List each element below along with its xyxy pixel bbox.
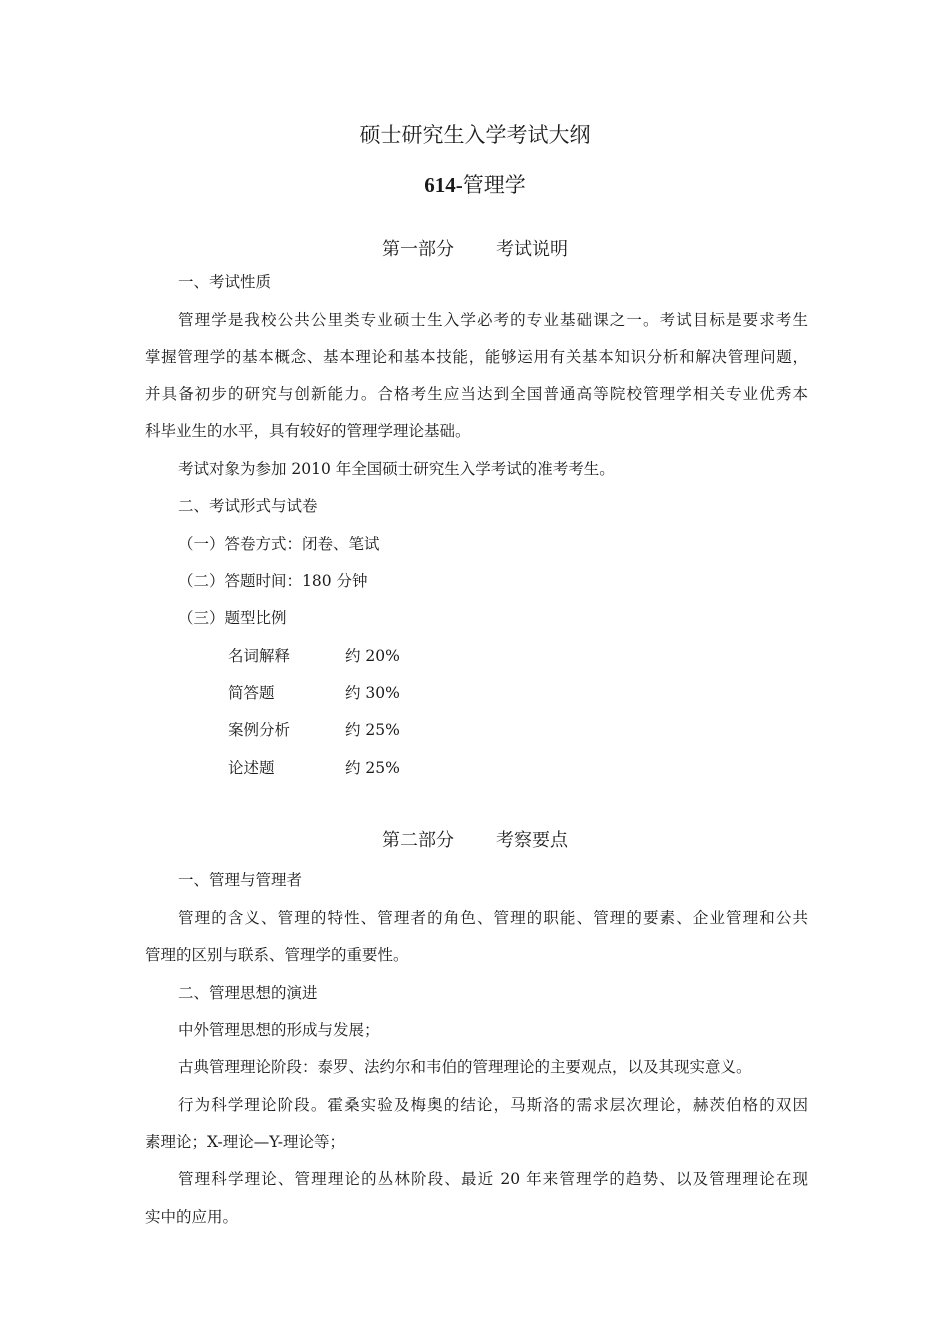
subject-title: [0, 175, 950, 196]
part2-name: 考察要点: [496, 830, 568, 851]
part1-section2-item: （一）答卷方式：闭卷、笔试: [178, 535, 380, 553]
part1-section1-line: 科毕业生的水平，具有较好的管理学理论基础。: [145, 422, 471, 440]
part1-section2-heading: 二、考试形式与试卷: [178, 497, 318, 515]
part2-section2-heading: 二、管理思想的演进: [178, 984, 318, 1002]
subject-code: 614-: [424, 173, 463, 197]
part2-section1-line: 管理的区别与联系、管理学的重要性。: [145, 946, 409, 964]
ratio-name: 简答题: [228, 684, 275, 702]
part2-section2-paragraph: 古典管理理论阶段：泰罗、法约尔和韦伯的管理理论的主要观点，以及其现实意义。: [178, 1058, 752, 1076]
part1-section2-item: （二）答题时间：180 分钟: [178, 572, 368, 590]
part2-section2-paragraph: 中外管理思想的形成与发展；: [178, 1021, 380, 1039]
part2-section2-line: 行为科学理论阶段。霍桑实验及梅奥的结论，马斯洛的需求层次理论，赫茨伯格的双因: [178, 1096, 808, 1114]
ratio-value: 约 25%: [345, 759, 400, 777]
part2-section2-line: 实中的应用。: [145, 1208, 239, 1226]
part2-heading: [0, 832, 950, 850]
part1-section1-line: 并具备初步的研究与创新能力。合格考生应当达到全国普通高等院校管理学相关专业优秀本: [145, 385, 808, 403]
ratio-name: 名词解释: [228, 647, 291, 665]
ratio-value: 约 20%: [345, 647, 400, 665]
part1-name: 考试说明: [496, 239, 568, 260]
part1-section1-heading: 一、考试性质: [178, 273, 272, 291]
document-title: 硕士研究生入学考试大纲: [359, 123, 591, 147]
part2-section2-line: 管理科学理论、管理理论的丛林阶段、最近 20 年来管理学的趋势、以及管理理论在现: [178, 1170, 808, 1188]
ratio-value: 约 25%: [345, 721, 400, 739]
part1-section1-target: 考试对象为参加 2010 年全国硕士研究生入学考试的准考考生。: [178, 460, 615, 478]
part2-label: 第二部分: [382, 830, 454, 851]
part1-label: 第一部分: [382, 239, 454, 260]
part2-section1-heading: 一、管理与管理者: [178, 871, 303, 889]
part1-heading: [0, 241, 950, 259]
subject-name: 管理学: [462, 173, 526, 197]
part1-section1-line: 管理学是我校公共公里类专业硕士生入学必考的专业基础课之一。考试目标是要求考生: [178, 311, 808, 329]
part2-section1-line: 管理的含义、管理的特性、管理者的角色、管理的职能、管理的要素、企业管理和公共: [178, 909, 808, 927]
ratio-name: 案例分析: [228, 721, 291, 739]
ratio-value: 约 30%: [345, 684, 400, 702]
ratio-name: 论述题: [228, 759, 275, 777]
part2-section2-line: 素理论；X-理论—Y-理论等；: [145, 1133, 345, 1151]
part1-section1-line: 掌握管理学的基本概念、基本理论和基本技能，能够运用有关基本知识分析和解决管理问题，: [145, 348, 808, 366]
part1-section2-item: （三）题型比例: [178, 609, 287, 627]
